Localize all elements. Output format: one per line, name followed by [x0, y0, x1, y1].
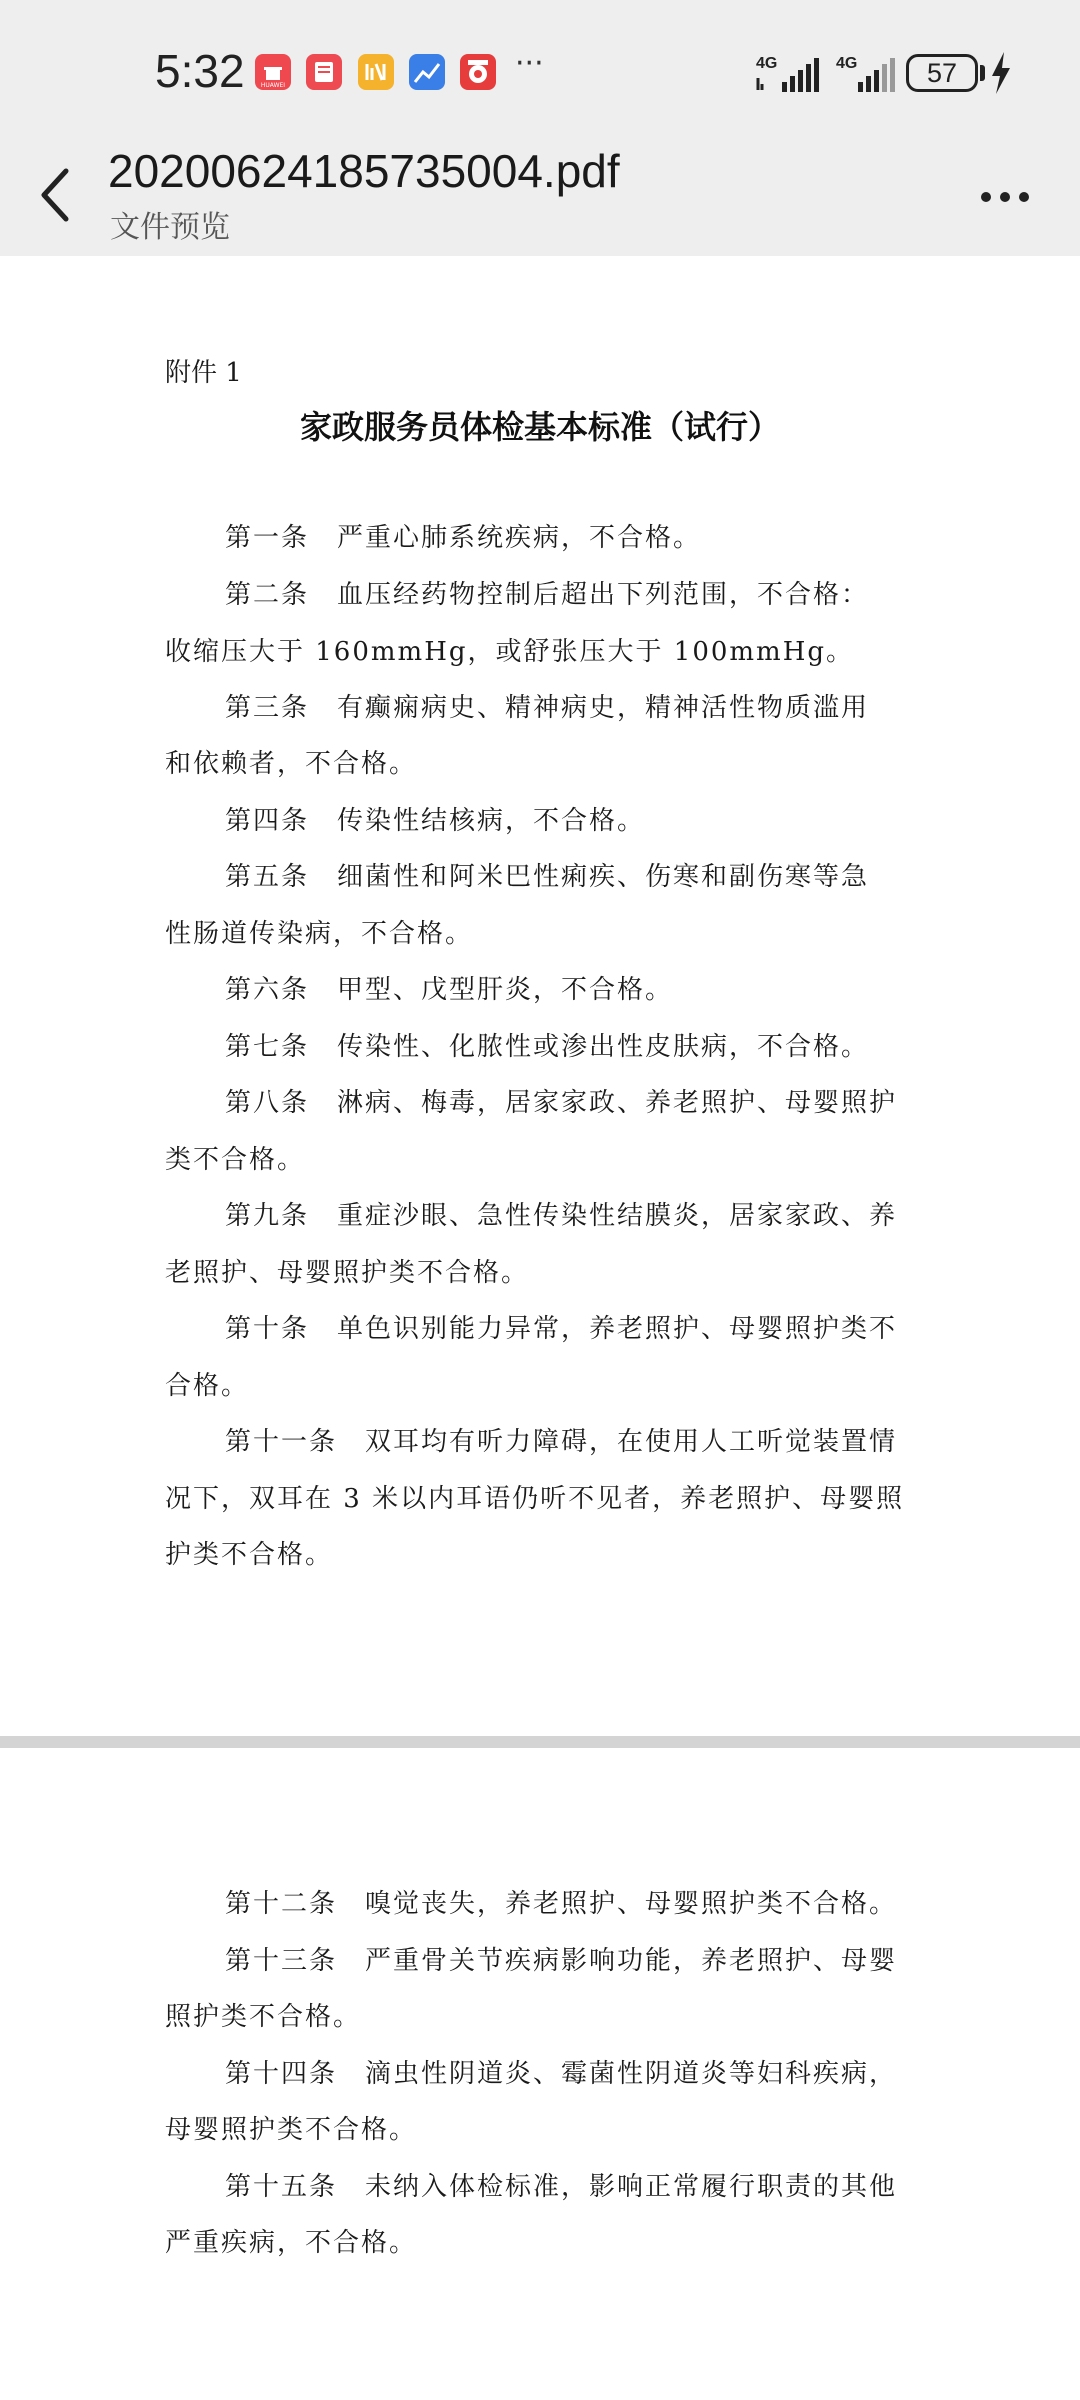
pdf-page-1[interactable]	[0, 256, 1080, 1736]
status-bar	[0, 0, 1080, 142]
back-arrow-icon	[38, 167, 72, 223]
kuai-app-icon	[358, 54, 394, 90]
huawei-mall-icon	[255, 54, 291, 90]
article-line: 第二条 血压经药物控制后超出下列范围，不合格：	[225, 580, 870, 610]
article-line: 第八条 淋病、梅毒，居家家政、养老照护、母婴照护	[225, 1088, 898, 1118]
news-app-icon	[460, 54, 496, 90]
article-line: 第九条 重症沙眼、急性传染性结膜炎，居家家政、养	[225, 1201, 898, 1231]
app-bar	[0, 142, 1080, 256]
battery-nub	[980, 65, 985, 81]
back-button[interactable]	[30, 160, 80, 230]
article-line: 和依赖者，不合格。	[165, 749, 418, 779]
signal-4g-2-icon	[836, 52, 898, 98]
signal-4g-icon	[756, 52, 824, 98]
article-line: 性肠道传染病，不合格。	[165, 919, 474, 949]
article-line: 第三条 有癫痫病史、精神病史，精神活性物质滥用	[225, 693, 870, 723]
article-line: 第七条 传染性、化脓性或渗出性皮肤病，不合格。	[225, 1032, 870, 1062]
article-line: 护类不合格。	[165, 1540, 334, 1570]
charging-icon	[990, 52, 1012, 98]
article-line: 第十四条 滴虫性阴道炎、霉菌性阴道炎等妇科疾病，	[225, 2059, 898, 2089]
article-line: 严重疾病，不合格。	[165, 2228, 418, 2258]
article-line: 照护类不合格。	[165, 2002, 362, 2032]
article-line: 第一条 严重心肺系统疾病，不合格。	[225, 523, 702, 553]
document-title: 家政服务员体检基本标准（试行）	[299, 408, 780, 446]
battery-icon: 57	[906, 54, 978, 92]
article-line: 第十二条 嗅觉丧失，养老照护、母婴照护类不合格。	[225, 1889, 898, 1919]
svg-text:4G: 4G	[836, 55, 858, 72]
preview-subtitle: 文件预览	[110, 210, 230, 245]
more-dots-icon	[980, 191, 1030, 203]
article-line: 收缩压大于 160mmHg，或舒张压大于 100mmHg。	[165, 637, 855, 667]
article-line: 第十五条 未纳入体检标准，影响正常履行职责的其他	[225, 2172, 898, 2202]
article-line: 母婴照护类不合格。	[165, 2115, 418, 2145]
more-options-button[interactable]	[970, 172, 1040, 222]
more-notifications-icon: ···	[515, 46, 544, 81]
article-line: 第四条 传染性结核病，不合格。	[225, 806, 646, 836]
chart-app-icon	[409, 54, 445, 90]
file-name-title: 20200624185735004.pdf	[108, 145, 620, 197]
article-line: 况下，双耳在 3 米以内耳语仍听不见者，养老照护、母婴照	[165, 1484, 905, 1514]
article-line: 老照护、母婴照护类不合格。	[165, 1258, 530, 1288]
status-time: 5:32	[155, 45, 245, 97]
svg-text:4G: 4G	[756, 55, 778, 72]
pdf-page-2[interactable]	[0, 1748, 1080, 2400]
article-line: 类不合格。	[165, 1145, 306, 1175]
article-line: 第十一条 双耳均有听力障碍，在使用人工听觉装置情	[225, 1427, 898, 1457]
article-line: 第十三条 严重骨关节疾病影响功能，养老照护、母婴	[225, 1946, 898, 1976]
article-line: 第十条 单色识别能力异常，养老照护、母婴照护类不	[225, 1314, 898, 1344]
annex-label: 附件 1	[165, 358, 242, 388]
books-icon	[306, 54, 342, 90]
page-divider	[0, 1736, 1080, 1748]
article-line: 第六条 甲型、戊型肝炎，不合格。	[225, 975, 674, 1005]
article-line: 第五条 细菌性和阿米巴性痢疾、伤寒和副伤寒等急	[225, 862, 870, 892]
article-line: 合格。	[165, 1371, 250, 1401]
svg-text:HUAWEI: HUAWEI	[260, 82, 286, 89]
